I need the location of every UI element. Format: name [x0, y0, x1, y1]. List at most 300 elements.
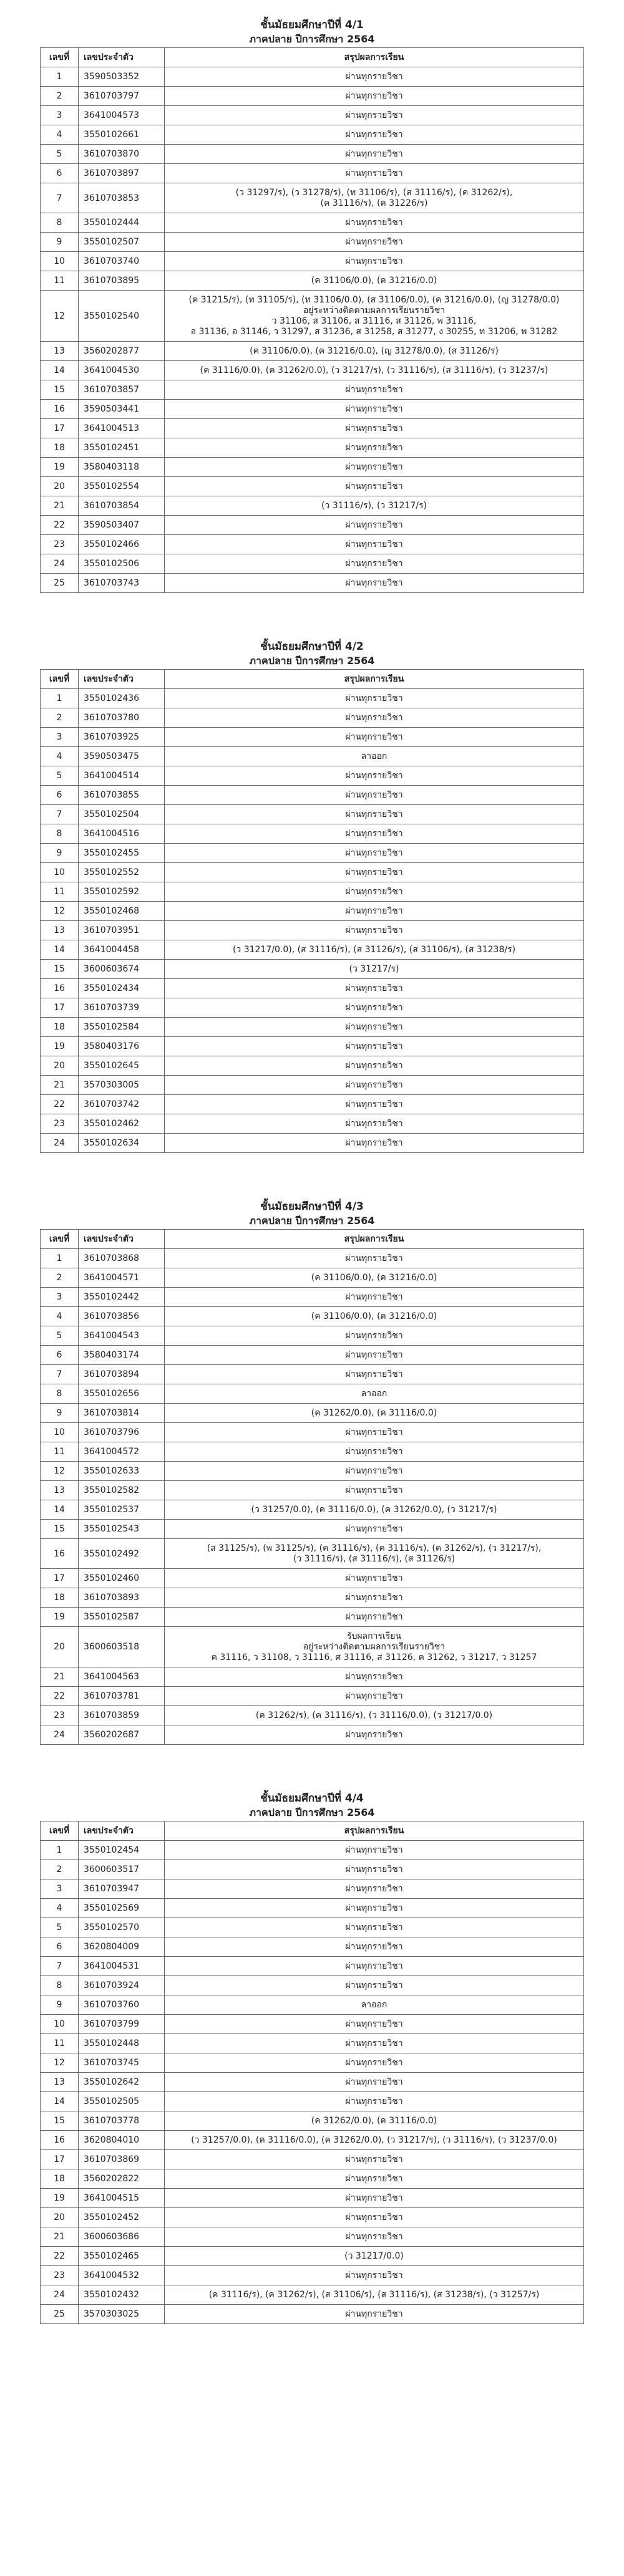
summary-line: ผ่านทุกรายวิชา: [345, 1485, 403, 1495]
summary-line: ว 31106, ส 31106, ส 31116, ส 31126, พ 31116,: [271, 316, 477, 326]
summary-line: ผ่านทุกรายวิชา: [345, 2058, 403, 2068]
table-row: [41, 1404, 584, 1423]
table-row: [41, 145, 584, 164]
table-row: [41, 342, 584, 361]
student-number: 11: [41, 882, 79, 902]
result-summary: [165, 960, 584, 979]
summary-line: ผ่านทุกรายวิชา: [345, 423, 403, 433]
student-id: 3580403174: [79, 1346, 165, 1365]
result-summary: [165, 1608, 584, 1627]
section-title: ชั้นมัธยมศึกษาปีที่ 4/3: [260, 1200, 364, 1213]
result-summary: [165, 1249, 584, 1268]
result-summary: [165, 863, 584, 882]
result-summary: [165, 554, 584, 574]
summary-line: (ค 31116/ร), (ค 31226/ร): [320, 198, 428, 208]
summary-line: ผ่านทุกรายวิชา: [345, 829, 403, 839]
summary-line: ผ่านทุกรายวิชา: [345, 925, 403, 935]
table-row: [41, 477, 584, 496]
summary-line: ผ่านทุกรายวิชา: [345, 1864, 403, 1874]
header-id: เลขประจำตัว: [79, 670, 165, 689]
student-number: 7: [41, 183, 79, 213]
result-summary: [165, 2034, 584, 2053]
result-summary: [165, 902, 584, 921]
summary-line: ผ่านทุกรายวิชา: [345, 385, 403, 395]
result-summary: [165, 2247, 584, 2266]
student-id: 3550102634: [79, 1134, 165, 1153]
student-id: 3600603517: [79, 1860, 165, 1879]
student-id: 3610703870: [79, 145, 165, 164]
summary-line: ผ่านทุกรายวิชา: [345, 91, 403, 101]
student-id: 3550102587: [79, 1608, 165, 1627]
student-id: 3550102462: [79, 1114, 165, 1134]
student-id: 3610703857: [79, 380, 165, 400]
table-row: [41, 496, 584, 516]
student-number: 3: [41, 728, 79, 747]
header-id: เลขประจำตัว: [79, 1821, 165, 1841]
table-row: [41, 747, 584, 766]
table-row: [41, 2053, 584, 2073]
student-number: 8: [41, 1976, 79, 1995]
summary-line: (ว 31217/ร): [349, 964, 399, 974]
summary-line: ผ่านทุกรายวิชา: [345, 732, 403, 742]
result-summary: [165, 1539, 584, 1569]
table-row: [41, 1860, 584, 1879]
table-row: [41, 1249, 584, 1268]
result-summary: [165, 1841, 584, 1860]
result-summary: [165, 1288, 584, 1307]
student-id: 3610703869: [79, 2150, 165, 2169]
result-summary: [165, 2015, 584, 2034]
table-body: [41, 1841, 584, 2324]
student-number: 15: [41, 380, 79, 400]
result-summary: [165, 2169, 584, 2189]
results-table: [40, 1821, 584, 2324]
table-header-row: [41, 670, 584, 689]
table-row: [41, 213, 584, 233]
result-summary: [165, 145, 584, 164]
summary-line: ผ่านทุกรายวิชา: [345, 110, 403, 120]
summary-line: (ว 31257/0.0), (ค 31116/0.0), (ค 31262/0.0), (ว 31217/ร), (ว 31116/ร), (ว 31237/0.0): [191, 2135, 557, 2145]
table-row: [41, 419, 584, 438]
summary-line: ผ่านทุกรายวิชา: [345, 1253, 403, 1263]
student-number: 22: [41, 516, 79, 535]
student-id: 3550102506: [79, 554, 165, 574]
table-row: [41, 1937, 584, 1957]
student-id: 3550102468: [79, 902, 165, 921]
result-summary: [165, 1957, 584, 1976]
table-row: [41, 1918, 584, 1937]
summary-line: ผ่านทุกรายวิชา: [345, 887, 403, 897]
table-row: [41, 458, 584, 477]
summary-line: ลาออก: [361, 1389, 388, 1399]
result-summary: [165, 2305, 584, 2324]
section-subtitle: ภาคปลาย ปีการศึกษา 2564: [249, 1807, 375, 1818]
header-no: เลขที่: [41, 48, 79, 67]
summary-line: ผ่านทุกรายวิชา: [345, 713, 403, 723]
student-number: 4: [41, 1307, 79, 1326]
student-id: 3590503475: [79, 747, 165, 766]
summary-line: (ค 31106/0.0), (ค 31216/0.0): [311, 1311, 437, 1321]
student-number: 5: [41, 1918, 79, 1937]
student-number: 10: [41, 1423, 79, 1442]
student-id: 3610703925: [79, 728, 165, 747]
student-id: 3641004530: [79, 361, 165, 380]
summary-line: อ 31136, อ 31146, ว 31297, ส 31236, ส 31258, ส 31277, ง 30255, ท 31206, พ 31282: [190, 327, 558, 337]
student-id: 3610703780: [79, 708, 165, 728]
table-row: [41, 2189, 584, 2208]
result-summary: [165, 1520, 584, 1539]
student-number: 21: [41, 496, 79, 516]
result-summary: [165, 786, 584, 805]
summary-line: ผ่านทุกรายวิชา: [345, 2019, 403, 2029]
student-number: 7: [41, 1957, 79, 1976]
result-summary: [165, 844, 584, 863]
table-row: [41, 2015, 584, 2034]
summary-line: ผ่านทุกรายวิชา: [345, 983, 403, 993]
student-id: 3620804009: [79, 1937, 165, 1957]
table-row: [41, 998, 584, 1018]
table-row: [41, 271, 584, 291]
section-title: ชั้นมัธยมศึกษาปีที่ 4/4: [260, 1792, 364, 1805]
result-summary: [165, 125, 584, 145]
result-summary: [165, 1346, 584, 1365]
summary-line: ค 31116, ว 31108, ว 31116, ศ 31116, ส 31126, ค 31262, ว 31217, ว 31257: [211, 1652, 537, 1662]
student-id: 3570303025: [79, 2305, 165, 2324]
student-id: 3610703924: [79, 1976, 165, 1995]
table-row: [41, 1134, 584, 1153]
student-number: 13: [41, 921, 79, 940]
student-number: 14: [41, 940, 79, 960]
table-row: [41, 1018, 584, 1037]
student-id: 3620804010: [79, 2131, 165, 2150]
student-number: 15: [41, 1520, 79, 1539]
student-id: 3610703897: [79, 164, 165, 183]
table-row: [41, 1995, 584, 2015]
summary-line: ผ่านทุกรายวิชา: [345, 1612, 403, 1622]
summary-line: ผ่านทุกรายวิชา: [345, 1922, 403, 1932]
table-row: [41, 361, 584, 380]
student-number: 18: [41, 1018, 79, 1037]
student-number: 2: [41, 708, 79, 728]
summary-line: ผ่านทุกรายวิชา: [345, 1466, 403, 1476]
summary-line: ผ่านทุกรายวิชา: [345, 1691, 403, 1701]
table-row: [41, 87, 584, 106]
student-id: 3610703742: [79, 1095, 165, 1114]
student-number: 16: [41, 979, 79, 998]
result-summary: [165, 106, 584, 125]
result-summary: [165, 1018, 584, 1037]
summary-line: ผ่านทุกรายวิชา: [345, 693, 403, 703]
result-summary: [165, 291, 584, 342]
table-body: [41, 1249, 584, 1745]
student-number: 12: [41, 902, 79, 921]
header-summary: สรุปผลการเรียน: [165, 1821, 584, 1841]
table-row: [41, 960, 584, 979]
result-summary: [165, 1500, 584, 1520]
result-summary: [165, 1384, 584, 1404]
result-summary: [165, 766, 584, 786]
summary-line: ผ่านทุกรายวิชา: [345, 578, 403, 588]
header-id: เลขประจำตัว: [79, 1230, 165, 1249]
summary-line: (ว 31297/ร), (ว 31278/ร), (ท 31106/ร), (ส 31116/ร), (ค 31262/ร),: [235, 188, 513, 198]
summary-line: ผ่านทุกรายวิชา: [345, 237, 403, 247]
result-summary: [165, 164, 584, 183]
summary-line: ผ่านทุกรายวิชา: [345, 559, 403, 569]
result-summary: [165, 2227, 584, 2247]
summary-line: ผ่านทุกรายวิชา: [345, 1350, 403, 1360]
result-summary: [165, 400, 584, 419]
student-id: 3641004532: [79, 2266, 165, 2285]
summary-line: ผ่านทุกรายวิชา: [345, 404, 403, 414]
student-id: 3610703854: [79, 496, 165, 516]
result-summary: [165, 535, 584, 554]
table-row: [41, 766, 584, 786]
summary-line: ผ่านทุกรายวิชา: [345, 1524, 403, 1534]
table-row: [41, 2034, 584, 2053]
student-number: 1: [41, 67, 79, 87]
table-row: [41, 1268, 584, 1288]
student-id: 3610703743: [79, 574, 165, 593]
table-row: [41, 1056, 584, 1076]
summary-line: ผ่านทุกรายวิชา: [345, 1061, 403, 1071]
result-summary: [165, 1404, 584, 1423]
student-number: 2: [41, 87, 79, 106]
student-number: 11: [41, 271, 79, 291]
table-header-row: [41, 1230, 584, 1249]
table-row: [41, 1667, 584, 1687]
result-summary: [165, 1860, 584, 1879]
table-row: [41, 516, 584, 535]
summary-line: (ค 31106/0.0), (ค 31216/0.0): [311, 276, 437, 286]
summary-line: ผ่านทุกรายวิชา: [345, 2077, 403, 2087]
student-number: 6: [41, 786, 79, 805]
table-header-row: [41, 48, 584, 67]
student-id: 3590503352: [79, 67, 165, 87]
table-row: [41, 1608, 584, 1627]
summary-line: ผ่านทุกรายวิชา: [345, 1980, 403, 1990]
table-row: [41, 2150, 584, 2169]
student-number: 16: [41, 400, 79, 419]
summary-line: ผ่านทุกรายวิชา: [345, 72, 403, 82]
student-number: 25: [41, 2305, 79, 2324]
student-id: 3550102633: [79, 1462, 165, 1481]
student-number: 3: [41, 106, 79, 125]
student-number: 12: [41, 1462, 79, 1481]
table-row: [41, 708, 584, 728]
summary-line: ผ่านทุกรายวิชา: [345, 149, 403, 159]
table-row: [41, 438, 584, 458]
student-number: 17: [41, 1569, 79, 1588]
table-row: [41, 2073, 584, 2092]
student-number: 3: [41, 1879, 79, 1899]
table-row: [41, 1346, 584, 1365]
student-number: 14: [41, 1500, 79, 1520]
student-number: 7: [41, 805, 79, 824]
result-summary: [165, 882, 584, 902]
result-summary: [165, 2150, 584, 2169]
result-summary: [165, 2073, 584, 2092]
table-row: [41, 2169, 584, 2189]
summary-line: ผ่านทุกรายวิชา: [345, 2193, 403, 2203]
student-id: 3641004573: [79, 106, 165, 125]
student-id: 3550102570: [79, 1918, 165, 1937]
student-number: 12: [41, 291, 79, 342]
student-id: 3550102645: [79, 1056, 165, 1076]
table-row: [41, 1095, 584, 1114]
table-row: [41, 1976, 584, 1995]
summary-line: (ค 31215/ร), (ท 31105/ร), (ท 31106/0.0), (ส 31106/0.0), (ค 31216/0.0), (ญ 31278/0.0): [188, 295, 560, 305]
table-row: [41, 400, 584, 419]
student-id: 3550102454: [79, 1841, 165, 1860]
student-number: 8: [41, 1384, 79, 1404]
student-number: 23: [41, 2266, 79, 2285]
student-number: 19: [41, 1608, 79, 1627]
table-row: [41, 125, 584, 145]
summary-line: ผ่านทุกรายวิชา: [345, 520, 403, 530]
header-id: เลขประจำตัว: [79, 48, 165, 67]
result-summary: [165, 342, 584, 361]
student-id: 3610703745: [79, 2053, 165, 2073]
student-number: 23: [41, 535, 79, 554]
result-summary: [165, 998, 584, 1018]
student-id: 3550102592: [79, 882, 165, 902]
summary-line: ผ่านทุกรายวิชา: [345, 1593, 403, 1603]
summary-line: ผ่านทุกรายวิชา: [345, 1080, 403, 1090]
student-id: 3610703855: [79, 786, 165, 805]
student-id: 3550102552: [79, 863, 165, 882]
student-id: 3560202822: [79, 2169, 165, 2189]
student-id: 3550102504: [79, 805, 165, 824]
student-id: 3610703799: [79, 2015, 165, 2034]
student-id: 3610703796: [79, 1423, 165, 1442]
result-summary: [165, 1588, 584, 1608]
summary-line: ผ่านทุกรายวิชา: [345, 1961, 403, 1971]
class-section-4-4: [40, 1791, 584, 2324]
table-row: [41, 786, 584, 805]
summary-line: (ค 31262/0.0), (ค 31116/0.0): [311, 2116, 437, 2126]
class-section-4-1: [40, 17, 584, 593]
student-id: 3580403176: [79, 1037, 165, 1056]
result-summary: [165, 2189, 584, 2208]
result-summary: [165, 2053, 584, 2073]
student-number: 11: [41, 1442, 79, 1462]
result-summary: [165, 728, 584, 747]
result-summary: [165, 87, 584, 106]
student-number: 19: [41, 1037, 79, 1056]
summary-line: ผ่านทุกรายวิชา: [345, 481, 403, 491]
result-summary: [165, 1365, 584, 1384]
student-number: 4: [41, 747, 79, 766]
results-table: [40, 47, 584, 593]
student-number: 24: [41, 1134, 79, 1153]
result-summary: [165, 2285, 584, 2305]
table-row: [41, 2247, 584, 2266]
result-summary: [165, 1667, 584, 1687]
student-id: 3590503407: [79, 516, 165, 535]
student-id: 3550102584: [79, 1018, 165, 1037]
table-row: [41, 380, 584, 400]
result-summary: [165, 940, 584, 960]
table-row: [41, 979, 584, 998]
student-number: 12: [41, 2053, 79, 2073]
table-row: [41, 1307, 584, 1326]
table-row: [41, 1841, 584, 1860]
student-number: 5: [41, 145, 79, 164]
student-id: 3610703781: [79, 1687, 165, 1706]
student-id: 3560202877: [79, 342, 165, 361]
student-id: 3590503441: [79, 400, 165, 419]
summary-line: (ว 31116/ร), (ส 31116/ร), (ส 31126/ร): [293, 1554, 456, 1564]
student-id: 3550102448: [79, 2034, 165, 2053]
student-id: 3641004514: [79, 766, 165, 786]
summary-line: ผ่านทุกรายวิชา: [345, 130, 403, 140]
summary-line: ผ่านทุกรายวิชา: [345, 1672, 403, 1682]
student-number: 17: [41, 419, 79, 438]
student-number: 6: [41, 1346, 79, 1365]
summary-line: ผ่านทุกรายวิชา: [345, 1903, 403, 1913]
summary-line: ผ่านทุกรายวิชา: [345, 1447, 403, 1457]
summary-line: อยู่ระหว่างติดตามผลการเรียนรายวิชา: [303, 1642, 446, 1652]
table-row: [41, 1687, 584, 1706]
table-row: [41, 1500, 584, 1520]
result-summary: [165, 979, 584, 998]
student-id: 3550102537: [79, 1500, 165, 1520]
student-id: 3550102432: [79, 2285, 165, 2305]
result-summary: [165, 1134, 584, 1153]
table-row: [41, 574, 584, 593]
result-summary: [165, 708, 584, 728]
result-summary: [165, 1995, 584, 2015]
student-number: 21: [41, 2227, 79, 2247]
student-number: 5: [41, 1326, 79, 1346]
result-summary: [165, 1918, 584, 1937]
class-section-4-3: [40, 1199, 584, 1745]
student-number: 15: [41, 2111, 79, 2131]
student-number: 10: [41, 252, 79, 271]
student-id: 3610703853: [79, 183, 165, 213]
student-number: 9: [41, 233, 79, 252]
student-number: 10: [41, 863, 79, 882]
result-summary: [165, 1725, 584, 1745]
table-row: [41, 164, 584, 183]
summary-line: ผ่านทุกรายวิชา: [345, 443, 403, 453]
student-id: 3610703760: [79, 1995, 165, 2015]
student-id: 3600603518: [79, 1627, 165, 1667]
results-table: [40, 669, 584, 1153]
summary-line: ผ่านทุกรายวิชา: [345, 1845, 403, 1855]
student-id: 3600603686: [79, 2227, 165, 2247]
table-row: [41, 252, 584, 271]
student-number: 19: [41, 2189, 79, 2208]
student-id: 3641004572: [79, 1442, 165, 1462]
student-id: 3641004513: [79, 419, 165, 438]
student-number: 24: [41, 2285, 79, 2305]
student-id: 3550102460: [79, 1569, 165, 1588]
student-number: 20: [41, 1627, 79, 1667]
summary-line: ผ่านทุกรายวิชา: [345, 1369, 403, 1379]
summary-line: รับผลการเรียน: [346, 1631, 402, 1641]
student-id: 3570303005: [79, 1076, 165, 1095]
student-number: 8: [41, 213, 79, 233]
summary-line: ผ่านทุกรายวิชา: [345, 1041, 403, 1051]
table-row: [41, 1114, 584, 1134]
student-number: 21: [41, 1076, 79, 1095]
student-id: 3550102543: [79, 1520, 165, 1539]
summary-line: (ว 31257/0.0), (ค 31116/0.0), (ค 31262/0.0), (ว 31217/ร): [251, 1505, 497, 1515]
summary-line: ผ่านทุกรายวิชา: [345, 1022, 403, 1032]
student-id: 3610703947: [79, 1879, 165, 1899]
student-id: 3550102492: [79, 1539, 165, 1569]
